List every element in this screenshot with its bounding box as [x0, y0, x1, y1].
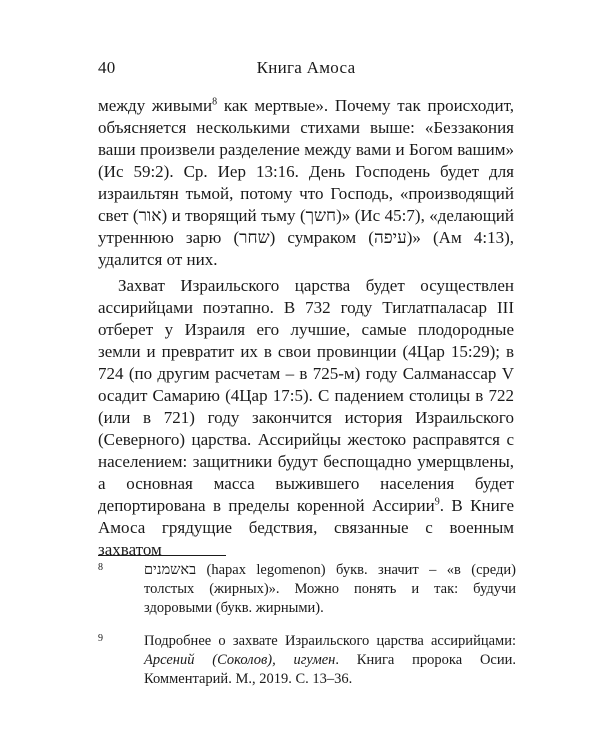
footnote-mark: 9	[98, 633, 103, 644]
text-run: . Книга пророка Осии. Комментарий. М., 2019. С. 13–36.	[144, 652, 516, 687]
footnote-ref: 9	[434, 496, 440, 508]
text-run: Подробнее о захвате Израильского царства ассирийцами:	[144, 633, 516, 649]
footnote-9	[98, 632, 516, 689]
paragraph	[98, 275, 514, 561]
footnote-ref: 8	[212, 96, 218, 108]
text-run: как мертвые». Почему так происходит, объясняется несколькими стихами выше: «Беззакония ваши произвели разделение между вами и Богом вашим» (Ис 59:2). Ср. Иер 13:16. День Господень будет для израильтян тьмой, потому что Господь, «производящий свет (	[98, 96, 514, 225]
hebrew-word: חשך	[305, 206, 337, 225]
text-run: (hapax legomenon) букв. значит – «в (среди) толстых (жирных)». Можно понять и так: будучи здоровыми (букв. жирными).	[144, 562, 516, 616]
author-name: Арсений (Соколов), игумен	[144, 652, 336, 668]
text-run: )» (Ис 45:7), «делающий утреннюю зарю (	[98, 206, 514, 247]
footnote-rule	[98, 555, 226, 556]
text-run: . В Книге Амоса грядущие бедствия, связанные с военным захватом	[98, 496, 514, 559]
hebrew-word: שחר	[239, 228, 270, 247]
main-text	[98, 95, 514, 561]
text-run: ) и творящий тьму (	[161, 206, 306, 225]
hebrew-word: עיפה	[373, 228, 407, 247]
running-title: Книга Амоса	[256, 58, 356, 77]
hebrew-word: אור	[138, 206, 162, 225]
text-run: ) сумраком (	[269, 228, 374, 247]
footnote-mark: 8	[98, 562, 103, 573]
footnote-8	[98, 561, 516, 618]
text-run: )» (Ам 4:13), удалится от них.	[98, 228, 514, 269]
footnotes	[98, 561, 516, 689]
paragraph	[98, 95, 514, 271]
text-run: Захват Израильского царства будет осуществлен ассирийцами поэтапно. В 732 году Тиглатпаласар III отберет у Израиля его лучшие, самые плодородные земли и превратит их в свои провинции (4Цар 15:29); в 724 (по другим расчетам – в 725-м) году Салманассар V осадит Самарию (4Цар 17:5). С падением столицы в 722 (или в 721) году закончится история Израильского (Северного) царства. Ассирийцы жестоко расправятся с населением: защитники будут беспощадно умерщвлены, а основная масса выжившего населения будет депортирована в пределы коренной Ассирии	[98, 276, 514, 515]
hebrew-word: באשמנים	[144, 562, 197, 578]
text-run: между живыми	[98, 96, 213, 115]
page-number: 40	[98, 58, 116, 77]
